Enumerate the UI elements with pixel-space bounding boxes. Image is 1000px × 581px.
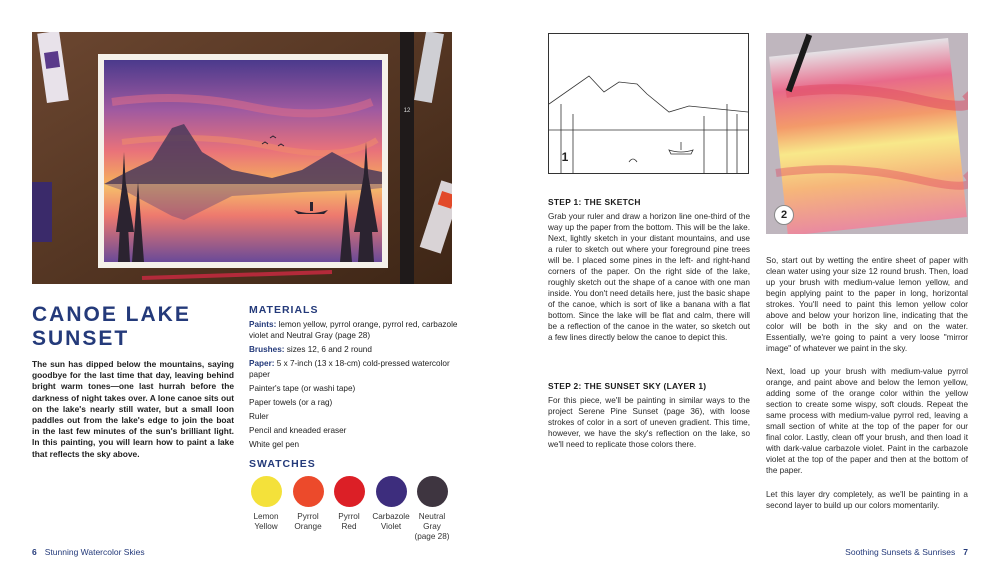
materials-item: Painter's tape (or washi tape) xyxy=(249,384,356,393)
intro-paragraph: The sun has dipped below the mountains, saying goodbye for the last time that day, leaving behind bright warm tones—one last hurrah before the darkness of night takes over. A lone canoe sits out on the lake's nearly still water, but a small loon paddles out from the lake's edge to join the boat in the last few minutes of the sun's brilliant light. In this painting, you will learn how to paint a lake that reflects the sky above. xyxy=(32,359,234,459)
sketch-figure xyxy=(548,33,749,174)
step2-text: For this piece, we'll be painting in similar ways to the project Serene Pine Sunset (page 36), with loose strokes of color in a sort of uneven gradient. This time, however, we have the sky's reflection on the lake, so we'll need to replicate those colors there. xyxy=(548,396,750,449)
sky-wash-illustration xyxy=(766,33,968,234)
materials-item: Paper towels (or a rag) xyxy=(249,398,333,407)
figure-number-2: 2 xyxy=(774,205,794,225)
swatch-label: Red xyxy=(341,522,357,531)
swatch-label: Pyrrol xyxy=(338,512,360,521)
right-running-title: Soothing Sunsets & Sunrises xyxy=(845,547,956,557)
canoe-lake-painting-illustration xyxy=(32,32,452,284)
title-line-2: SUNSET xyxy=(32,327,130,350)
swatch-dot xyxy=(251,476,282,507)
left-running-title: Stunning Watercolor Skies xyxy=(44,547,145,557)
swatch-label: Lemon xyxy=(253,512,279,521)
right-page-number: 7 xyxy=(963,547,968,557)
left-footer xyxy=(32,547,145,557)
materials-item: White gel pen xyxy=(249,440,300,449)
swatch-label: Gray xyxy=(423,522,441,531)
title-line-1: CANOE LAKE xyxy=(32,303,191,326)
swatch-dot xyxy=(334,476,365,507)
step1-text: Grab your ruler and draw a horizon line one-third of the way up the paper from the bottom. This will be the lake. Next, lightly sketch in your distant mountains, and use a ruler to sketch out where your foreground pine trees will be. I placed some pines in the left- and right-hand corners of the paper. On the right side of the lake, roughly sketch out the shape of a canoe with one man inside. You don't need details here, just the basic shape of the canoe, which is sort of like a banana with a flat bottom. Since the lake will be flat and calm, there will be a reflection of the canoe in the water, so sketch out a few lines directly below the canoe to depict this. xyxy=(548,212,750,342)
swatch-label: Neutral xyxy=(418,512,446,521)
swatch-label: Violet xyxy=(380,522,402,531)
sky-wash-photo xyxy=(766,33,968,234)
materials-item: Ruler xyxy=(249,412,269,421)
swatch-neutral-gray xyxy=(407,476,457,542)
paper-text: 5 x 7-inch (13 x 18-cm) cold-pressed watercolor paper xyxy=(249,359,450,379)
swatch-dot xyxy=(417,476,448,507)
figure-number-1: 1 xyxy=(561,150,569,164)
sketch-illustration xyxy=(549,34,748,173)
painting-photo xyxy=(32,32,452,284)
step2-heading: STEP 2: THE SUNSET SKY (LAYER 1) xyxy=(548,381,707,391)
swatches-heading: SWATCHES xyxy=(249,458,316,470)
swatch-dot xyxy=(293,476,324,507)
materials-heading: MATERIALS xyxy=(249,304,319,316)
brushes-label: Brushes: xyxy=(249,345,285,354)
brushes-text: sizes 12, 6 and 2 round xyxy=(286,345,372,354)
paints-text: lemon yellow, pyrrol orange, pyrrol red, carbazole violet and Neutral Gray (page 28) xyxy=(249,320,458,340)
materials-paper xyxy=(249,358,459,380)
swatch-label: Orange xyxy=(294,522,322,531)
swatch-label: Pyrrol xyxy=(297,512,319,521)
swatch-label: Carbazole xyxy=(372,512,410,521)
paper-label: Paper: xyxy=(249,359,275,368)
materials-brushes xyxy=(249,344,459,355)
paints-label: Paints: xyxy=(249,320,277,329)
right-paragraph-3: Let this layer dry completely, as we'll be painting in a second layer to build up our colors momentarily. xyxy=(766,490,968,510)
materials-list xyxy=(249,319,459,453)
step1-heading: STEP 1: THE SKETCH xyxy=(548,197,641,207)
brush-size-label: 12 xyxy=(403,108,411,114)
right-paragraph-1: So, start out by wetting the entire sheet of paper with clean water using your size 12 round brush. Then, load up your brush with medium-value lemon yellow, and begin applying paint to the paper in long, horizontal strokes. You'll need to paint this lemon yellow color above and below your horizon line, indicating that the color will be both in the sky and on the water. Essentially, we're going to paint a very loose "mirror image" of whatever we paint in the sky. xyxy=(766,256,968,353)
swatch-label: Yellow xyxy=(254,522,278,531)
materials-paints xyxy=(249,319,459,341)
swatch-dot xyxy=(376,476,407,507)
right-footer xyxy=(820,547,968,557)
left-page-number: 6 xyxy=(32,547,37,557)
materials-item: Pencil and kneaded eraser xyxy=(249,426,347,435)
right-paragraph-2: Next, load up your brush with medium-value pyrrol orange, and paint above and below the lemon yellow, adding some of the orange color within the yellow section to create some wispy, soft clouds. Repeat the same process with medium-value pyrrol red, leaving a small section of white at the top of the paper for our final color. Lastly, clean off your brush, and then load it with dark-value carbazole violet. Paint in the carbazole violet at the top of the paper and then at the bottom of the paper. xyxy=(766,367,968,475)
swatch-label: (page 28) xyxy=(414,532,450,541)
page-title xyxy=(32,303,232,351)
